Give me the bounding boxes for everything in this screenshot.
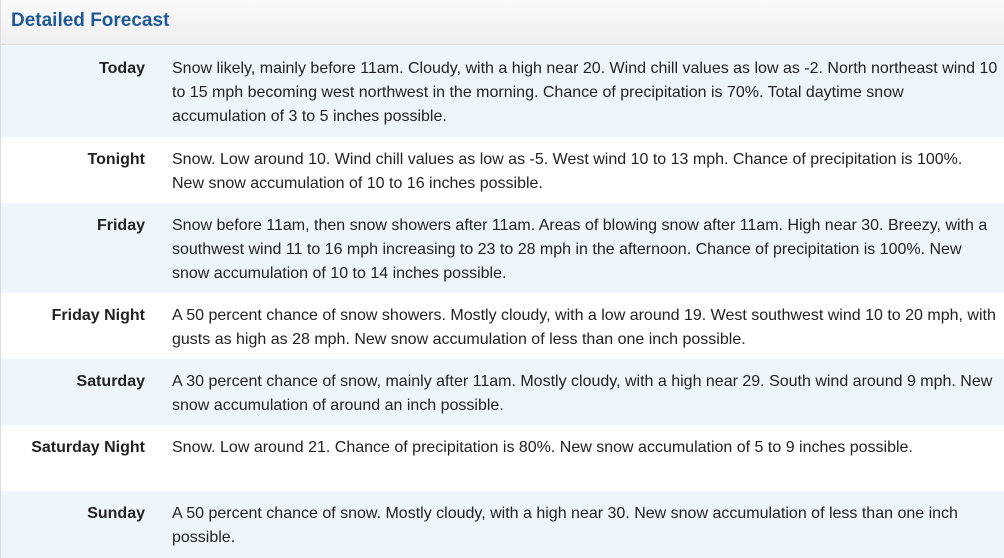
forecast-period-label: Today: [99, 60, 145, 77]
forecast-period-label: Saturday: [76, 373, 145, 390]
forecast-row-today: [1, 46, 1004, 137]
forecast-row-tonight: [1, 137, 1004, 203]
forecast-period-text: Snow. Low around 10. Wind chill values as low as -5. West wind 10 to 13 mph. Chance of precipitation is 100%. New snow accumulation of 10 to 16 inches possible.: [172, 151, 963, 192]
forecast-period-text: A 50 percent chance of snow. Mostly cloudy, with a high near 30. New snow accumulation of less than one inch possible.: [172, 505, 958, 546]
forecast-period-label: Sunday: [87, 505, 145, 522]
forecast-row-saturday: [1, 359, 1004, 425]
forecast-period-label: Saturday Night: [31, 439, 145, 456]
forecast-period-text: A 50 percent chance of snow showers. Mostly cloudy, with a low around 19. West southwest wind 10 to 20 mph, with gusts as high as 28 mph. New snow accumulation of less than one inch possible.: [172, 307, 996, 348]
forecast-row-friday: [1, 203, 1004, 293]
forecast-period-text: A 30 percent chance of snow, mainly after 11am. Mostly cloudy, with a high near 29. South wind around 9 mph. New snow accumulation of around an inch possible.: [172, 373, 993, 414]
forecast-list: [1, 46, 1004, 558]
forecast-row-friday-night: [1, 293, 1004, 359]
panel-title: Detailed Forecast: [11, 10, 170, 31]
panel-header: [1, 0, 1004, 45]
forecast-row-saturday-night: [1, 425, 1004, 491]
forecast-period-label: Tonight: [87, 151, 145, 168]
forecast-period-text: Snow. Low around 21. Chance of precipitation is 80%. New snow accumulation of 5 to 9 inches possible.: [172, 439, 913, 456]
forecast-period-label: Friday: [96, 217, 145, 234]
forecast-period-text: Snow before 11am, then snow showers after 11am. Areas of blowing snow after 11am. High near 30. Breezy, with a southwest wind 11 to 16 mph increasing to 23 to 28 mph in the afternoon. Chance of precipitation is 100%. New snow accumulation of 10 to 14 inches possible.: [172, 217, 988, 282]
forecast-row-sunday: [1, 491, 1004, 558]
forecast-period-text: Snow likely, mainly before 11am. Cloudy, with a high near 20. Wind chill values as low as -2. North northeast wind 10 to 15 mph becoming west northwest in the morning. Chance of precipitation is 70%. Total daytime snow accumulation of 3 to 5 inches possible.: [172, 60, 998, 125]
forecast-period-label: Friday Night: [51, 307, 145, 324]
